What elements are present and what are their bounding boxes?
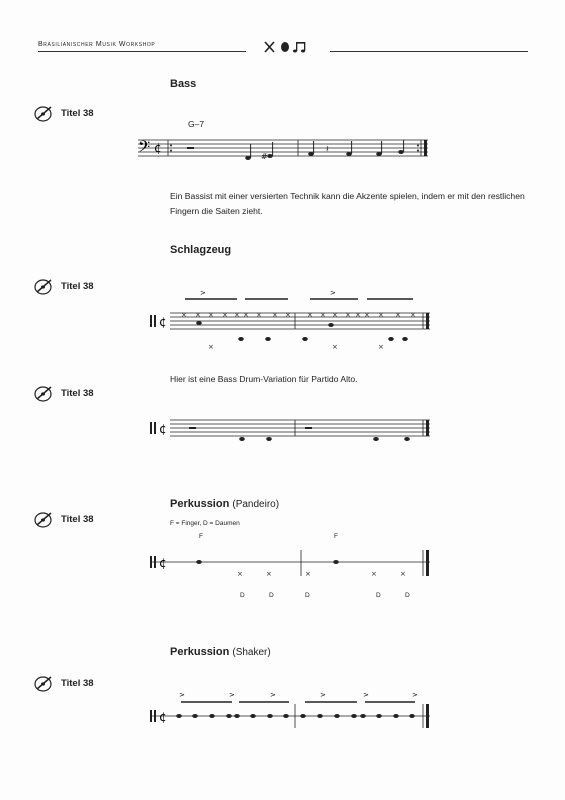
svg-text:𝄽: 𝄽	[326, 145, 329, 155]
drum-staff-bass-variation	[145, 410, 435, 446]
section-title-bass: Bass	[170, 78, 197, 90]
svg-text:¢: ¢	[159, 556, 167, 570]
shaker-title: Perkussion	[170, 646, 230, 658]
bass-description: Ein Bassist mit einer versierten Technik kann die Akzente spielen, indem er mit den restlichen Fingern die Saiten zieht.	[170, 191, 525, 216]
cd-track-label: Titel 38	[61, 107, 94, 119]
svg-text:×: ×	[345, 311, 351, 319]
cd-track-label: Titel 38	[61, 280, 94, 292]
svg-text:>: >	[363, 691, 369, 699]
svg-text:×: ×	[195, 311, 201, 319]
svg-text:×: ×	[332, 311, 338, 319]
svg-text:×: ×	[410, 311, 416, 319]
cd-icon	[33, 674, 55, 692]
svg-text:>: >	[200, 289, 206, 297]
svg-text:×: ×	[371, 570, 377, 578]
header-rule-right	[330, 51, 528, 52]
shaker-subtitle: (Shaker)	[232, 647, 271, 658]
section-title-pandeiro	[170, 498, 279, 510]
svg-text:>: >	[412, 691, 418, 699]
thumb-mark-1: D	[240, 592, 245, 599]
svg-text:¢: ¢	[159, 422, 167, 436]
thumb-mark-3: D	[305, 592, 310, 599]
cd-ref-3	[33, 384, 94, 402]
drum-staff-groove	[145, 289, 435, 353]
svg-text:×: ×	[378, 311, 384, 319]
cd-icon	[33, 104, 55, 122]
svg-text:×: ×	[272, 311, 278, 319]
thumb-mark-2: D	[269, 592, 274, 599]
section-title-schlagzeug: Schlagzeug	[170, 244, 232, 256]
svg-text:×: ×	[181, 311, 187, 319]
svg-text:×: ×	[307, 311, 313, 319]
svg-text:×: ×	[285, 311, 291, 319]
svg-text:×: ×	[234, 311, 240, 319]
pandeiro-title: Perkussion	[170, 498, 230, 510]
running-header: Brasilianischer Musik Workshop	[38, 41, 156, 48]
cd-ref-5	[33, 674, 94, 692]
section-title-shaker	[170, 646, 271, 658]
bass-clef-icon: 𝄢	[138, 138, 151, 160]
svg-text:×: ×	[355, 311, 361, 319]
svg-text:×: ×	[208, 311, 214, 319]
pandeiro-staff	[145, 530, 435, 610]
svg-text:>: >	[330, 289, 336, 297]
cd-ref-2	[33, 277, 94, 295]
svg-text:¢: ¢	[159, 710, 167, 724]
thumb-mark-4: D	[376, 592, 381, 599]
svg-text:×: ×	[364, 311, 370, 319]
cd-icon	[33, 277, 55, 295]
cd-track-label: Titel 38	[61, 513, 94, 525]
svg-text:>: >	[229, 691, 235, 699]
bass-staff	[133, 128, 433, 168]
finger-legend: F = Finger, D = Daumen	[170, 520, 240, 527]
svg-text:×: ×	[395, 311, 401, 319]
svg-text:×: ×	[378, 343, 384, 351]
svg-text:×: ×	[332, 343, 338, 351]
svg-text:×: ×	[400, 570, 406, 578]
svg-text:×: ×	[222, 311, 228, 319]
svg-text:>: >	[320, 691, 326, 699]
cd-track-label: Titel 38	[61, 387, 94, 399]
shaker-icon	[281, 42, 289, 52]
svg-text:×: ×	[305, 570, 311, 578]
svg-text:¢: ¢	[159, 315, 167, 329]
cut-time-icon: ¢	[154, 141, 162, 155]
cd-track-label: Titel 38	[61, 677, 94, 689]
svg-text:×: ×	[266, 570, 272, 578]
shaker-staff	[145, 690, 435, 730]
percussion-clef-icon	[150, 315, 156, 327]
header-rule-left	[38, 51, 246, 52]
thumb-mark-5: D	[405, 592, 410, 599]
notes-icon	[293, 42, 305, 53]
svg-text:#: #	[261, 152, 268, 161]
cd-icon	[33, 384, 55, 402]
svg-text:×: ×	[237, 570, 243, 578]
cd-ref-4	[33, 510, 94, 528]
pandeiro-subtitle: (Pandeiro)	[232, 499, 280, 510]
chord-symbol: G–7	[188, 119, 205, 129]
svg-text:>: >	[179, 691, 185, 699]
header-instrument-icons	[263, 40, 311, 59]
svg-text:>: >	[270, 691, 276, 699]
drumsticks-icon	[265, 42, 274, 52]
svg-text:×: ×	[243, 311, 249, 319]
svg-text:×: ×	[320, 311, 326, 319]
cd-icon	[33, 510, 55, 528]
finger-mark-2: F	[334, 533, 338, 540]
cd-ref-1	[33, 104, 94, 122]
svg-text:×: ×	[256, 311, 262, 319]
drum-variation-text: Hier ist eine Bass Drum-Variation für Partido Alto.	[170, 374, 358, 384]
finger-mark-1: F	[199, 533, 203, 540]
svg-text:×: ×	[208, 343, 214, 351]
